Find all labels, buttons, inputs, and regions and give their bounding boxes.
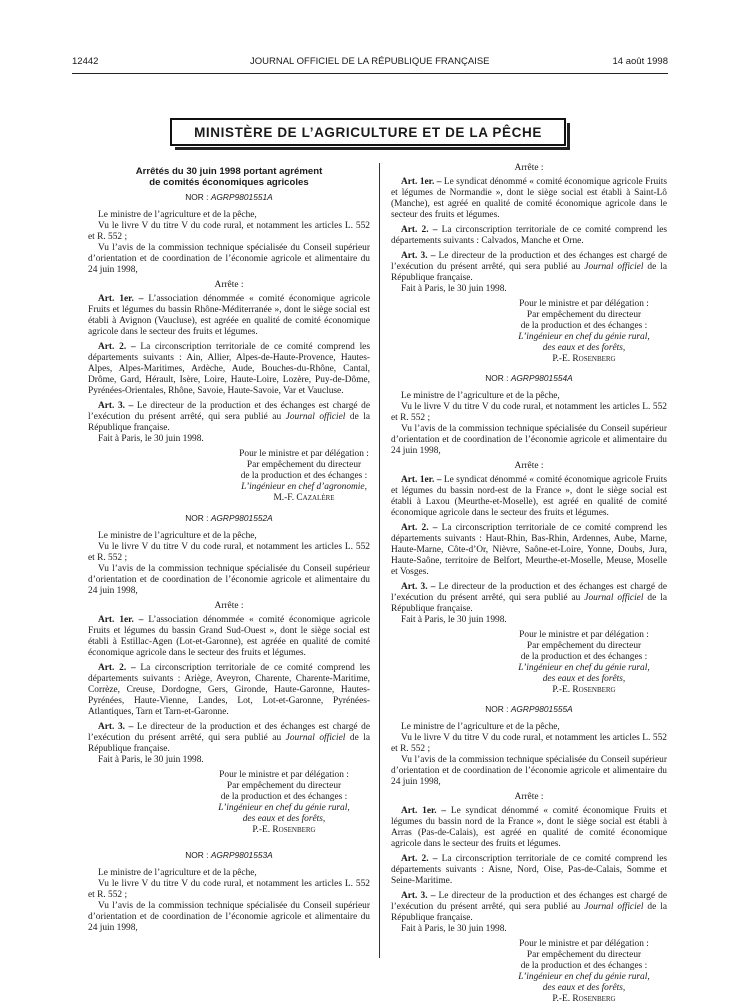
article-2 bbox=[88, 342, 370, 397]
article-text: Le directeur de la production et des échanges est chargé de l’exécution du présent arrêté, qui sera publié au bbox=[391, 582, 667, 603]
article-text: L’association dénommée « comité économique agricole Fruits et légumes du bassin Rhône-Méditerranée », dont le siège social est établi à Avignon (Vaucluse), est agréée en qualité de comité économique agricole dans le secteur des fruits et légumes. bbox=[88, 294, 370, 337]
article-3 bbox=[391, 582, 667, 615]
signatory-name: P.-E. Rosenberg bbox=[552, 354, 616, 364]
decree-fait: Fait à Paris, le 30 juin 1998. bbox=[98, 434, 204, 444]
signatory-name: P.-E. Rosenberg bbox=[552, 994, 616, 1004]
journal-officiel-ref: Journal officiel bbox=[584, 902, 644, 912]
section-heading-line1: Arrêtés du 30 juin 1998 portant agrément bbox=[135, 166, 323, 177]
article-text: Le directeur de la production et des échanges est chargé de l’exécution du présent arrêté, qui sera publié au bbox=[391, 891, 667, 912]
article-text: L’association dénommée « comité économique agricole Fruits et légumes du bassin Grand Sud-Ouest », dont le siège social est établi à Estillac-Agen (Lot-et-Garonne), est agréée en qualité de comité économique agricole dans le secteur des fruits et légumes. bbox=[88, 615, 370, 658]
page-header bbox=[72, 56, 668, 70]
signature-line: de la production et des échanges : bbox=[220, 792, 348, 802]
article-text: La circonscription territoriale de ce comité comprend les départements suivants : Calvados, Manche et Orne. bbox=[391, 225, 668, 246]
article-label: Art. 3. – bbox=[401, 891, 436, 901]
nor-reference bbox=[88, 192, 370, 203]
decree-minister: Le ministre de l’agriculture et de la pêche, bbox=[98, 868, 257, 878]
signatory-name: M.-F. Cazalère bbox=[273, 493, 335, 503]
article-3 bbox=[391, 251, 667, 284]
article-label: Art. 2. – bbox=[98, 342, 136, 352]
signature-title: des eaux et des forêts, bbox=[542, 674, 626, 684]
signature-line: Pour le ministre et par délégation : bbox=[219, 770, 349, 780]
page-number: 12442 bbox=[72, 56, 99, 67]
nor-label: NOR : bbox=[185, 192, 209, 202]
article-text-end: de la République française. bbox=[391, 593, 667, 614]
signature-title: L’ingénieur en chef du génie rural, bbox=[518, 972, 650, 982]
article-label: Art. 3. – bbox=[98, 401, 134, 411]
decree-minister: Le ministre de l’agriculture et de la pêche, bbox=[98, 531, 257, 541]
article-2 bbox=[391, 225, 667, 247]
nor-label: NOR : bbox=[185, 850, 209, 860]
signature-line: de la production et des échanges : bbox=[520, 652, 648, 662]
nor-reference bbox=[88, 513, 370, 524]
article-text: Le directeur de la production et des échanges est chargé de l’exécution du présent arrêté, qui sera publié au bbox=[88, 722, 370, 743]
signature-line: Par empêchement du directeur bbox=[246, 460, 362, 470]
article-1 bbox=[88, 615, 370, 659]
journal-officiel-ref: Journal officiel bbox=[584, 593, 644, 603]
nor-reference bbox=[391, 373, 667, 384]
signature-title: L’ingénieur en chef du génie rural, bbox=[518, 332, 650, 342]
article-3 bbox=[391, 891, 667, 924]
decree-visa: Vu le livre V du titre V du code rural, et notamment les articles L. 552 et R. 552 ; bbox=[391, 733, 667, 754]
ministry-title-box bbox=[170, 118, 566, 146]
signature-line: Pour le ministre et par délégation : bbox=[239, 449, 369, 459]
nor-reference bbox=[391, 704, 667, 715]
arrete-label: Arrête : bbox=[514, 163, 544, 173]
decree-minister: Le ministre de l’agriculture et de la pêche, bbox=[401, 391, 560, 401]
decree-fait: Fait à Paris, le 30 juin 1998. bbox=[98, 755, 204, 765]
nor-code: AGRP9801552A bbox=[210, 513, 273, 523]
signature-title: L’ingénieur en chef du génie rural, bbox=[518, 663, 650, 673]
signature-line: de la production et des échanges : bbox=[520, 321, 648, 331]
article-1 bbox=[391, 475, 667, 519]
article-text: La circonscription territoriale de ce comité comprend les départements suivants : Aisne, Nord, Oise, Pas-de-Calais, Somme et Seine-Maritime. bbox=[391, 854, 668, 886]
right-column bbox=[391, 163, 667, 1005]
nor-code: AGRP9801555A bbox=[510, 704, 573, 714]
nor-label: NOR : bbox=[485, 704, 509, 714]
nor-reference bbox=[88, 850, 370, 861]
article-2 bbox=[391, 523, 667, 578]
decree-fait: Fait à Paris, le 30 juin 1998. bbox=[401, 284, 507, 294]
decree-visa: Vu l’avis de la commission technique spécialisée du Conseil supérieur d’orientation et de coordination de l’économie agricole et alimentaire du 24 juin 1998, bbox=[88, 901, 370, 933]
article-text: La circonscription territoriale de ce comité comprend les départements suivants : Ain, Allier, Alpes-de-Haute-Provence, Hautes-Alpes, Alpes-Maritimes, Ardèche, Aude, Bouches-du-Rhône, Cantal, Drôme, Gard, Hérault, Isère, Loire, Haute-Loire, Lozère, Puy-de-Dôme, Pyrénées-Orientales, Rhône, Savoie, Haute-Savoie, Var et Vaucluse. bbox=[88, 342, 370, 396]
nor-label: NOR : bbox=[485, 373, 509, 383]
article-text: La circonscription territoriale de ce comité comprend les départements suivants : Haut-Rhin, Bas-Rhin, Ardennes, Aube, Marne, Haute-Marne, Côte-d’Or, Nièvre, Saône-et-Loire, Yonne, Doubs, Jura, Haute-Saône, territoire de Belfort, Meurthe-et-Moselle, Meuse, Moselle et Vosges. bbox=[391, 523, 668, 577]
decree-visa: Vu le livre V du titre V du code rural, et notamment les articles L. 552 et R. 552 ; bbox=[88, 879, 370, 900]
article-text: Le directeur de la production et des échanges est chargé de l’exécution du présent arrêté, qui sera publié au bbox=[88, 401, 370, 422]
article-label: Art. 1er. – bbox=[401, 177, 442, 187]
signature-line: Pour le ministre et par délégation : bbox=[519, 939, 649, 949]
article-text-end: de la République française. bbox=[391, 902, 667, 923]
decree-visa: Vu le livre V du titre V du code rural, et notamment les articles L. 552 et R. 552 ; bbox=[391, 402, 667, 423]
article-1 bbox=[391, 177, 667, 221]
signature-line: de la production et des échanges : bbox=[240, 471, 368, 481]
article-text-end: de la République française. bbox=[88, 412, 370, 433]
column-divider bbox=[379, 163, 380, 958]
signatory-name: P.-E. Rosenberg bbox=[552, 685, 616, 695]
article-label: Art. 3. – bbox=[98, 722, 134, 732]
journal-title: JOURNAL OFFICIEL DE LA RÉPUBLIQUE FRANÇAISE bbox=[250, 56, 490, 67]
header-date: 14 août 1998 bbox=[612, 56, 668, 67]
article-label: Art. 3. – bbox=[401, 582, 436, 592]
article-label: Art. 1er. – bbox=[98, 294, 144, 304]
signature-title: des eaux et des forêts, bbox=[542, 983, 626, 993]
signature-line: Pour le ministre et par délégation : bbox=[519, 299, 649, 309]
article-1 bbox=[88, 294, 370, 338]
article-text: Le syndicat dénommé « comité économique Fruits et légumes du bassin nord de la France », dont le siège social est établi à Arras (Pas-de-Calais), est agréé en qualité de comité économique agricole dans le secteur des fruits et légumes. bbox=[391, 806, 667, 849]
signature-line: Par empêchement du directeur bbox=[526, 950, 642, 960]
journal-officiel-ref: Journal officiel bbox=[584, 262, 644, 272]
article-label: Art. 1er. – bbox=[401, 806, 447, 816]
signature-block bbox=[391, 299, 667, 365]
signature-block bbox=[391, 630, 667, 696]
decree-minister: Le ministre de l’agriculture et de la pêche, bbox=[98, 210, 257, 220]
decree-visa: Vu l’avis de la commission technique spécialisée du Conseil supérieur d’orientation et de coordination de l’économie agricole et alimentaire du 24 juin 1998, bbox=[391, 755, 667, 787]
decree-visa: Vu l’avis de la commission technique spécialisée du Conseil supérieur d’orientation et de coordination de l’économie agricole et alimentaire du 24 juin 1998, bbox=[88, 243, 370, 275]
signature-title: des eaux et des forêts, bbox=[542, 343, 626, 353]
arrete-label: Arrête : bbox=[514, 792, 544, 802]
decree-fait: Fait à Paris, le 30 juin 1998. bbox=[401, 615, 507, 625]
article-3 bbox=[88, 401, 370, 434]
arrete-label: Arrête : bbox=[214, 601, 244, 611]
signature-title: L’ingénieur en chef du génie rural, bbox=[218, 803, 350, 813]
journal-officiel-ref: Journal officiel bbox=[285, 733, 346, 743]
article-label: Art. 2. – bbox=[401, 523, 438, 533]
article-2 bbox=[88, 663, 370, 718]
section-heading bbox=[88, 166, 370, 188]
signature-block bbox=[391, 939, 667, 1005]
signature-block bbox=[88, 770, 370, 836]
signatory-name: P.-E. Rosenberg bbox=[252, 825, 316, 835]
article-text: Le syndicat dénommé « comité économique agricole Fruits et légumes de Normandie », dont le siège social est établi à Saint-Lô (Manche), est agréé en qualité de comité économique agricole dans le secteur des fruits et légumes. bbox=[391, 177, 668, 220]
article-text-end: de la République française. bbox=[391, 262, 667, 283]
article-label: Art. 2. – bbox=[98, 663, 136, 673]
signature-line: de la production et des échanges : bbox=[520, 961, 648, 971]
left-column bbox=[88, 166, 370, 934]
article-text: Le directeur de la production et des échanges est chargé de l’exécution du présent arrêté, qui sera publié au bbox=[391, 251, 667, 272]
article-text-end: de la République française. bbox=[88, 733, 370, 754]
signature-title: L’ingénieur en chef d’agronomie, bbox=[241, 482, 367, 492]
decree-fait: Fait à Paris, le 30 juin 1998. bbox=[401, 924, 507, 934]
article-label: Art. 3. – bbox=[401, 251, 436, 261]
decree-visa: Vu le livre V du titre V du code rural, et notamment les articles L. 552 et R. 552 ; bbox=[88, 221, 370, 242]
signature-line: Par empêchement du directeur bbox=[526, 310, 642, 320]
ministry-title: MINISTÈRE DE L’AGRICULTURE ET DE LA PÊCHE bbox=[194, 124, 542, 140]
nor-code: AGRP9801553A bbox=[210, 850, 273, 860]
signature-title: des eaux et des forêts, bbox=[242, 814, 326, 824]
article-text: Le syndicat dénommé « comité économique agricole Fruits et légumes du bassin nord-est de la France », dont le siège social est établi à Laxou (Meurthe-et-Moselle), est agréé en qualité de comité économique agricole dans le secteur des fruits et légumes. bbox=[391, 475, 668, 518]
decree-visa: Vu l’avis de la commission technique spécialisée du Conseil supérieur d’orientation et de coordination de l’économie agricole et alimentaire du 24 juin 1998, bbox=[88, 564, 370, 596]
article-1 bbox=[391, 806, 667, 850]
header-rule bbox=[72, 73, 668, 74]
signature-line: Pour le ministre et par délégation : bbox=[519, 630, 649, 640]
nor-code: AGRP9801551A bbox=[210, 192, 273, 202]
decree-visa: Vu l’avis de la commission technique spécialisée du Conseil supérieur d’orientation et de coordination de l’économie agricole et alimentaire du 24 juin 1998, bbox=[391, 424, 667, 456]
article-label: Art. 2. – bbox=[401, 854, 438, 864]
decree-visa: Vu le livre V du titre V du code rural, et notamment les articles L. 552 et R. 552 ; bbox=[88, 542, 370, 563]
nor-label: NOR : bbox=[185, 513, 209, 523]
article-2 bbox=[391, 854, 667, 887]
arrete-label: Arrête : bbox=[214, 280, 244, 290]
article-text: La circonscription territoriale de ce comité comprend les départements suivants : Ariège, Aveyron, Charente, Charente-Maritime, Corrèze, Creuse, Dordogne, Gers, Gironde, Haute-Garonne, Hautes-Pyrénées, Haute-Vienne, Landes, Lot, Lot-et-Garonne, Pyrénées-Atlantiques, Tarn et Tarn-et-Garonne. bbox=[88, 663, 370, 717]
signature-line: Par empêchement du directeur bbox=[526, 641, 642, 651]
arrete-label: Arrête : bbox=[514, 461, 544, 471]
decree-minister: Le ministre de l’agriculture et de la pêche, bbox=[401, 722, 560, 732]
article-3 bbox=[88, 722, 370, 755]
section-heading-line2: de comités économiques agricoles bbox=[149, 177, 309, 188]
article-label: Art. 1er. – bbox=[98, 615, 144, 625]
article-label: Art. 2. – bbox=[401, 225, 438, 235]
nor-code: AGRP9801554A bbox=[510, 373, 573, 383]
article-label: Art. 1er. – bbox=[401, 475, 442, 485]
signature-block bbox=[88, 449, 370, 504]
signature-line: Par empêchement du directeur bbox=[226, 781, 342, 791]
journal-officiel-ref: Journal officiel bbox=[285, 412, 346, 422]
